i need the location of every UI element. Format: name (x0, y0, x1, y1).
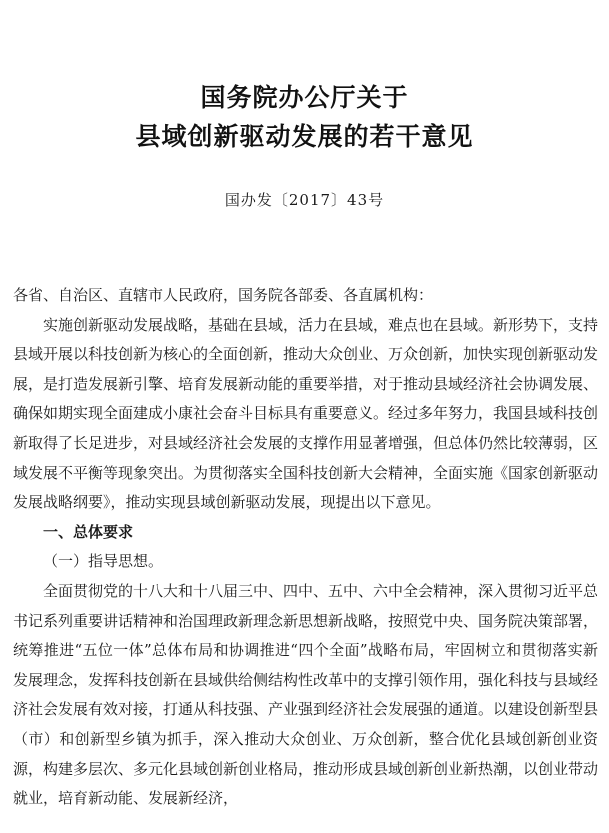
document-title-line-2: 县域创新驱动发展的若干意见 (135, 122, 474, 151)
document-title-line-1: 国务院办公厅关于 (200, 83, 409, 112)
paragraph-intro: 实施创新驱动发展战略，基础在县域，活力在县域，难点也在县域。新形势下，支持县域开展以科技创新为核心的全面创新，推动大众创业、万众创新，加快实现创新驱动发展，是打造发展新引擎、培育发展新动能的重要举措，对于推动县域经济社会协调发展、确保如期实现全面建成小康社会奋斗目标具有重要意义。经过多年努力，我国县域科技创新取得了长足进步，对县域经济社会发展的支撑作用显著增强，但总体仍然比较薄弱，区域发展不平衡等现象突出。为贯彻落实全国科技创新大会精神，全面实施《国家创新驱动发展战略纲要》，推动实现县域创新驱动发展，现提出以下意见。 (13, 315, 599, 512)
subsection-heading-guiding-ideology: （一）指导思想。 (43, 552, 164, 571)
section-heading-general-requirements: 一、总体要求 (43, 522, 134, 541)
document-body (13, 281, 598, 814)
document-number: 国办发〔2017〕43号 (224, 191, 385, 209)
salutation: 各省、自治区、直辖市人民政府，国务院各部委、各直属机构： (13, 286, 434, 304)
paragraph-guiding-ideology: 全面贯彻党的十八大和十八届三中、四中、五中、六中全会精神，深入贯彻习近平总书记系列重要讲话精神和治国理政新理念新思想新战略，按照党中央、国务院决策部署，统筹推进“五位一体”总体布局和协调推进“四个全面”战略布局，牢固树立和贯彻落实新发展理念，发挥科技创新在县域供给侧结构性改革中的支撑引领作用，强化科技与县域经济社会发展有效对接，打通从科技强、产业强到经济社会发展强的通道。以建设创新型县（市）和创新型乡镇为抓手，深入推动大众创业、万众创新，整合优化县域创新创业资源，构建多层次、多元化县域创新创业格局，推动形成县域创新创业新热潮，以创业带动就业，培育新动能、发展新经济， (13, 581, 599, 808)
